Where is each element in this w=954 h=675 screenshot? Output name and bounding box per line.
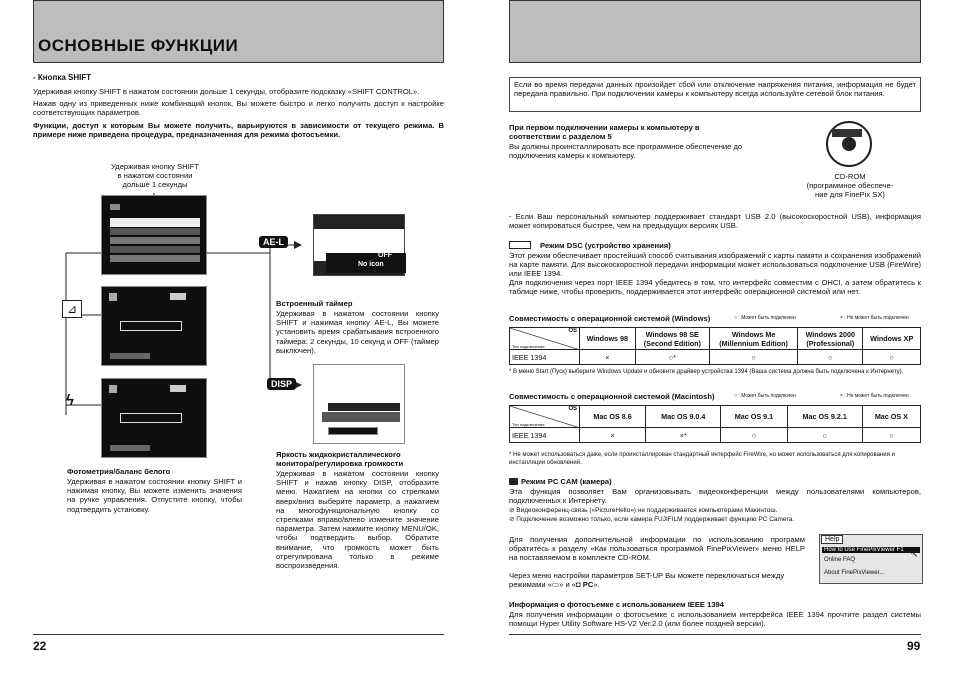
compat-cell: ○ [862, 428, 920, 443]
windows-footnote: * В меню Start (Пуск) выберите Windows Update и обновите драйвер устройства 1394 (Ваша система должна быть подключена к Интернету). [509, 369, 904, 375]
footer-rule [509, 634, 921, 635]
os-header: Windows Me (Millennium Edition) [710, 328, 798, 350]
flash-bolt-icon: ϟ [66, 392, 74, 409]
mac-footnote: * Не может использоваться даже, если проинсталлирован стандартный интерфейс FireWire, но может использоваться для копирования и инсталляции обновлений. [509, 452, 895, 466]
pccam-note-1: ⊘ Видеоконференц-связь («PictureHello») не поддерживается компьютерами Макинтош. [509, 507, 778, 514]
timer-off-label: OFF [378, 252, 392, 259]
disp-button: DISP [267, 378, 296, 390]
switch-text: Через меню настройки параметров SET-UP Вы можете переключаться между режимами «▭» и «◘ PC». [509, 571, 785, 590]
windows-compat-table [509, 327, 921, 365]
status-bar [110, 445, 150, 451]
mac-table-title: Совместимость с операционной системой (Macintosh) [509, 392, 715, 401]
pccam-text: Эта функция позволяет Вам организовывать видеоконференции между пользователями компьютеров, подключенных к Интернету. [509, 487, 921, 506]
right-header-bar [509, 0, 921, 63]
legend-no: × : Не может быть подключен [840, 315, 909, 321]
menu-row [110, 228, 200, 235]
metering-heading: Фотометрия/баланс белого [67, 467, 171, 476]
cd-rom-icon [826, 121, 872, 167]
intro-paragraph: Удерживая кнопку SHIFT в нажатом состоянии дольше 1 секунды, отобразите подсказку «SHIFT CONTROL». [33, 87, 420, 96]
page-number-left: 22 [33, 639, 47, 653]
help-menu [819, 534, 923, 584]
shift-caption: Удерживая кнопку SHIFT в нажатом состоянии дольше 1 секунды [111, 162, 199, 190]
first-connect-heading: При первом подключении камеры к компьютеру в соответствии с разделом 5 [509, 123, 700, 142]
menu-row [110, 237, 200, 244]
camera-icon [509, 478, 518, 485]
row-label: IEEE 1394 [510, 428, 580, 443]
table-corner: OS Тип подключения [510, 406, 580, 428]
self-timer-screen [313, 214, 405, 276]
os-header: Mac OS 9.2.1 [787, 406, 862, 428]
metering-screen [101, 286, 207, 366]
first-connect-text: Вы должны проинсталлировать все программное обеспечение до подключения камеры к компьютеру. [509, 142, 743, 161]
battery-icon [110, 204, 120, 210]
table-corner: OS Тип подключения [510, 328, 580, 350]
legend-no: × : Не может быть подключен [840, 393, 909, 399]
menu-row [110, 218, 200, 227]
status-bar [110, 353, 150, 359]
pccam-note-2: ⊘ Подключение возможно только, если камера FUJIFILM поддерживает функцию PC Camera. [509, 516, 795, 523]
more-info-text: Для получения дополнительной информации по использованию программ обратитесь к разделу «Как пользоваться программой FinePixViewer» меню HELP на поставляемом в комплекте CD-ROM. [509, 535, 805, 563]
lcd-brightness-screen [313, 364, 405, 444]
intro-paragraph-2: Нажав одну из приведенных ниже комбинаций кнопок, Вы можете быстро и легко получить доступ к настройке соответствующих параметров. [33, 99, 444, 118]
lcd-text: Удерживая в нажатом состоянии кнопку SHIFT и нажав кнопку DISP, отобразите меню. Нажатием на кнопки со стрелками вверх/вниз выберите параметр, а нажатием на многофункциональную кнопку со стрелками вправо/влево измените значение параметра. Затем нажмите кнопку MENU/OK, чтобы подтвердить выбор. Обратите внимание, что громкость может быть отрегулирована только в режиме воспроизведения. [276, 469, 439, 571]
compat-cell: × [580, 428, 646, 443]
menu-row [110, 246, 200, 253]
os-header: Windows 98 [580, 328, 636, 350]
mac-compat-table [509, 405, 921, 443]
dsc-heading: Режим DSC (устройство хранения) [540, 241, 671, 250]
os-header: Windows 2000 (Professional) [798, 328, 863, 350]
bold-note: Функции, доступ к которым Вы можете получить, варьируются в зависимости от текущего режима. В примере ниже приведена процедура, предназначенная для режима фотосъемки. [33, 121, 444, 140]
os-header: Mac OS 9.1 [721, 406, 787, 428]
help-menu-title: Help [821, 535, 843, 544]
help-menu-item[interactable]: About FinePixViewer... [824, 570, 885, 576]
section-heading: - Кнопка SHIFT [33, 73, 92, 82]
help-menu-item[interactable]: How to Use FinePixViewer F1 [822, 547, 920, 553]
os-header: Windows 98 SE (Second Edition) [635, 328, 709, 350]
metering-options [120, 321, 182, 331]
cursor-icon: ↖ [910, 549, 919, 560]
os-header: Mac OS 8.6 [580, 406, 646, 428]
help-menu-item[interactable]: Online FAQ [824, 557, 856, 563]
row-label: IEEE 1394 [510, 350, 580, 365]
page-title: ОСНОВНЫЕ ФУНКЦИИ [38, 36, 239, 55]
ieee-heading: Информация о фотосъемке с использованием IEEE 1394 [509, 600, 724, 609]
compat-cell: ○ [787, 428, 862, 443]
windows-table-title: Совместимость с операционной системой (Windows) [509, 314, 711, 323]
quality-icon [170, 293, 186, 300]
usb-note: - Если Ваш персональный компьютер поддерживает стандарт USB 2.0 (высокоскоростной USB), информация может копироваться быстрее, чем на предыдущих версиях USB. [509, 212, 921, 231]
pccam-heading: Режим PC CAM (камера) [521, 477, 612, 486]
dsc-mode-icon: ▭ [551, 580, 560, 590]
os-header: Mac OS 9.0.4 [646, 406, 721, 428]
page-number-right: 99 [907, 639, 921, 653]
camera-icon: ◘ [576, 580, 581, 590]
legend-ok: ○ : Может быть подключен [734, 393, 796, 399]
exposure-compensation-icon: ⊿ [62, 300, 82, 318]
compat-cell: ×* [646, 428, 721, 443]
compat-cell: ○ [798, 350, 863, 365]
shift-control-screen [101, 195, 207, 275]
quality-icon [170, 385, 186, 392]
legend-ok: ○ : Может быть подключен [734, 315, 796, 321]
metering-text: Удерживая в нажатом состоянии кнопку SHIFT и нажимая кнопку, Вы можете изменить значения на ручке управления. Отпустите кнопку, чтобы подтвердить установку. [67, 477, 242, 514]
os-header: Mac OS X [862, 406, 920, 428]
warning-box: Если во время передачи данных произойдет сбой или отключение напряжения питания, информация не будет передана правильно. При подключении камеры к компьютеру всегда используйте сетевой блок питания. [509, 77, 921, 112]
ae-l-button: AE-L [259, 236, 288, 248]
compat-cell: ○ [863, 350, 921, 365]
lcd-heading: Яркость жидкокристаллического монитора/регулировка громкости [276, 450, 404, 469]
ieee-text: Для получения информации о фотосъемке с использованием интерфейса IEEE 1394 прочтите раздел системы помощи Hyper Utility Software HS-V2 Ver.2.0 (или более поздней версии). [509, 610, 921, 629]
dsc-text-1: Этот режим обеспечивает простейший способ считывания изображений с карты памяти и сохранения изображений на карте памяти. Для высокоскоростной передачи информации может использоваться подключение USB (FireWire) или IEEE 1394. [509, 251, 921, 279]
timer-noicon-label: No icon [358, 261, 384, 268]
timer-heading: Встроенный таймер [276, 299, 353, 308]
compat-cell: ○ [710, 350, 798, 365]
compat-cell: × [580, 350, 636, 365]
timer-text: Удерживая в нажатом состоянии кнопку SHIFT и нажимая кнопку AE-L, Вы можете установить время срабатывания встроенного таймера: 2 секунды, 10 секунд и OFF (таймер выключен). [276, 309, 439, 355]
flash-icon [109, 293, 117, 301]
menu-row [110, 255, 200, 262]
os-header: Windows XP [863, 328, 921, 350]
footer-rule [33, 634, 444, 635]
dsc-text-2: Для подключения через порт IEEE 1394 убедитесь в том, что интерфейс совместим с OHCI, а затем обратитесь к таблице ниже, чтобы проверить, поддерживается этот интерфейс операционной системой или нет. [509, 278, 921, 297]
compat-cell: ○ [721, 428, 787, 443]
dsc-mode-icon [509, 241, 531, 249]
flash-screen [101, 378, 207, 458]
cdrom-caption: CD-ROM (программное обеспече- ние для FinePix SX) [806, 172, 894, 200]
flash-options [120, 413, 182, 423]
flash-icon [109, 385, 117, 393]
compat-cell: ○* [635, 350, 709, 365]
